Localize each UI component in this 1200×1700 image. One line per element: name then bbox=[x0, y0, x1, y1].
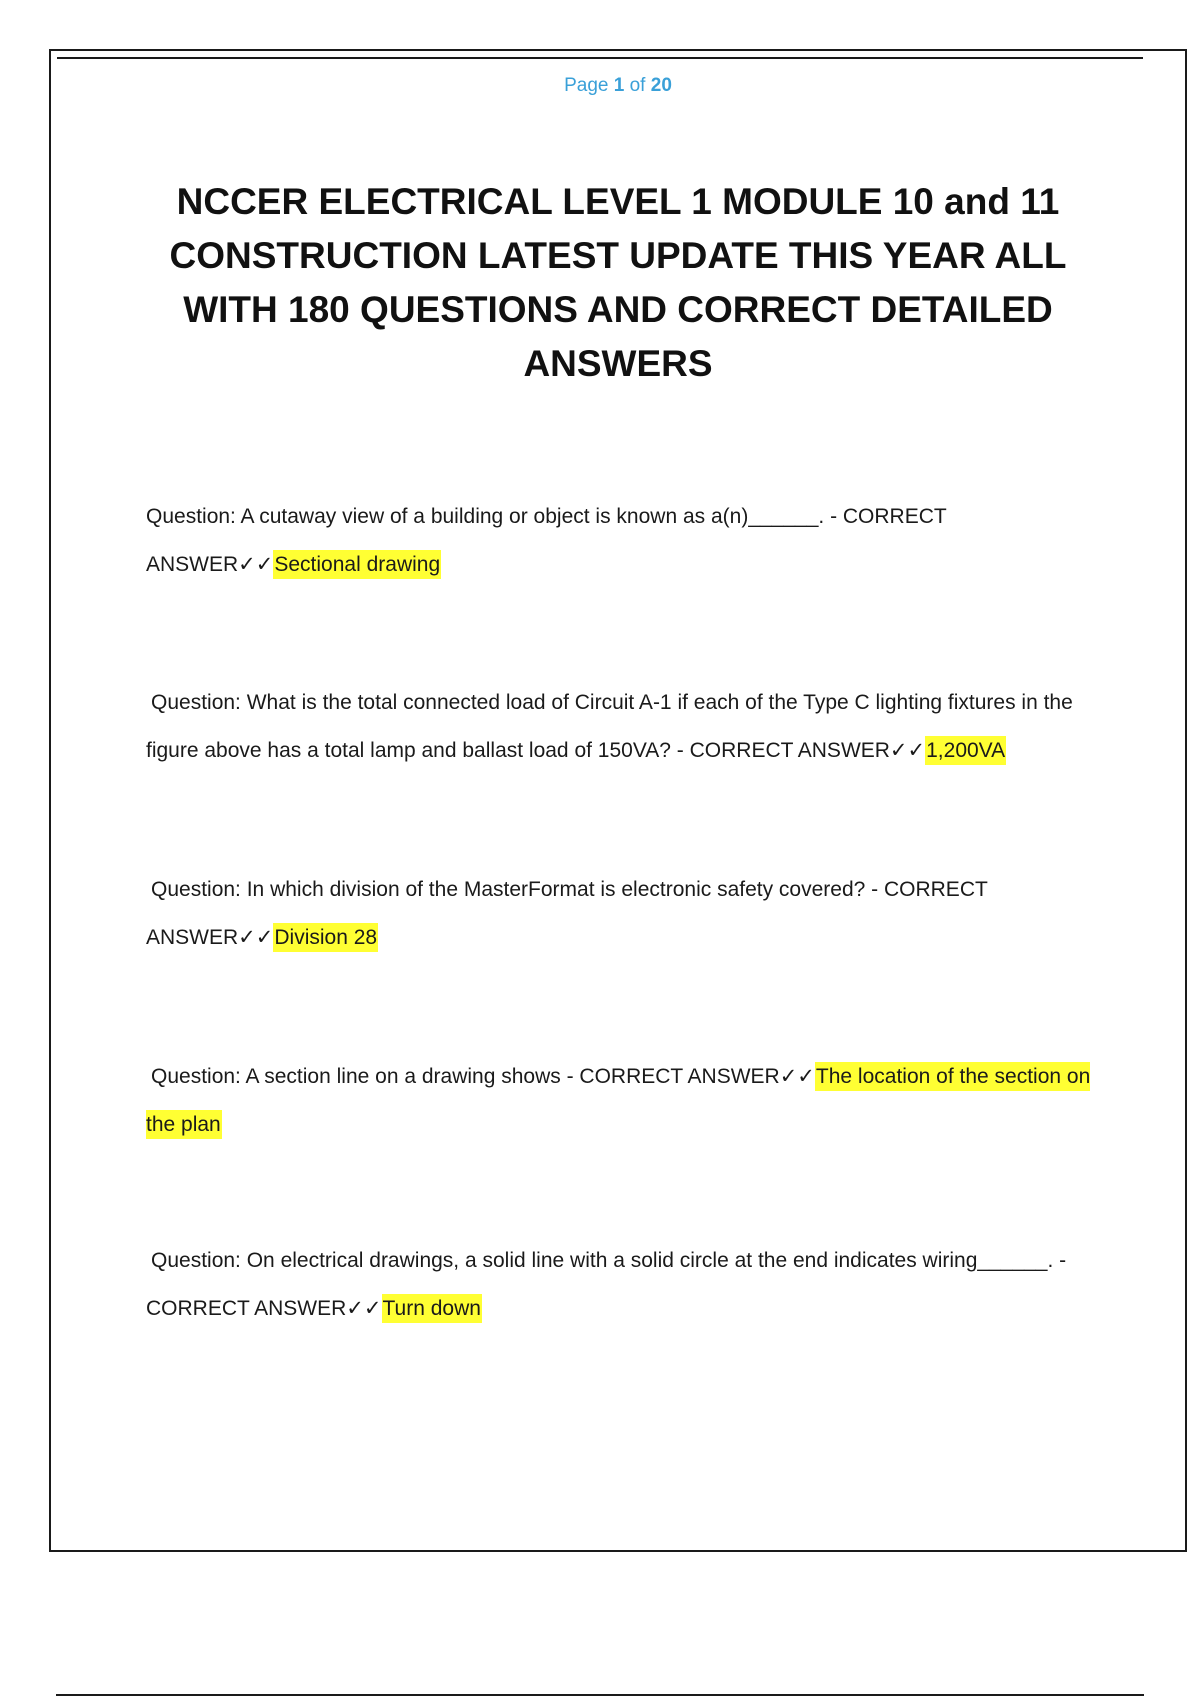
page-prefix: Page bbox=[564, 75, 609, 96]
question-text: Question: What is the total connected load of Circuit A-1 if each of the Type C lighting fixtures in the figure above has a total lamp and ballast load of 150VA? - CORRECT ANSWER✓✓ bbox=[146, 691, 1073, 762]
question-text: Question: A section line on a drawing shows - CORRECT ANSWER✓✓ bbox=[151, 1065, 815, 1088]
question-block bbox=[146, 866, 1106, 962]
answer-highlight: Division 28 bbox=[273, 923, 378, 952]
question-block bbox=[146, 493, 1106, 589]
answer-highlight: Sectional drawing bbox=[273, 550, 441, 579]
document-title: NCCER ELECTRICAL LEVEL 1 MODULE 10 and 11 CONSTRUCTION LATEST UPDATE THIS YEAR ALL WITH 180 QUESTIONS AND CORRECT DETAILED ANSWERS bbox=[169, 181, 1067, 384]
answer-highlight: 1,200VA bbox=[925, 736, 1006, 765]
next-page-rule bbox=[56, 1694, 1144, 1696]
header-rule bbox=[57, 57, 1143, 59]
answer-highlight: Turn down bbox=[382, 1294, 482, 1323]
question-text: Question: In which division of the MasterFormat is electronic safety covered? - CORRECT ANSWER✓✓ bbox=[146, 878, 988, 949]
page-indicator bbox=[51, 75, 1185, 97]
question-text: Question: A cutaway view of a building or object is known as a(n)______. - CORRECT ANSWER✓✓ bbox=[146, 505, 947, 576]
page-current: 1 bbox=[613, 75, 625, 96]
question-text: Question: On electrical drawings, a solid line with a solid circle at the end indicates wiring______. - CORRECT ANSWER✓✓ bbox=[146, 1249, 1067, 1320]
page-total: 20 bbox=[650, 75, 672, 96]
page-separator: of bbox=[629, 75, 646, 96]
question-block bbox=[146, 679, 1106, 775]
question-block bbox=[146, 1237, 1106, 1333]
document-page bbox=[49, 49, 1187, 1552]
question-block bbox=[146, 1053, 1106, 1149]
answer-highlight: The location of the section on the plan bbox=[146, 1062, 1090, 1139]
